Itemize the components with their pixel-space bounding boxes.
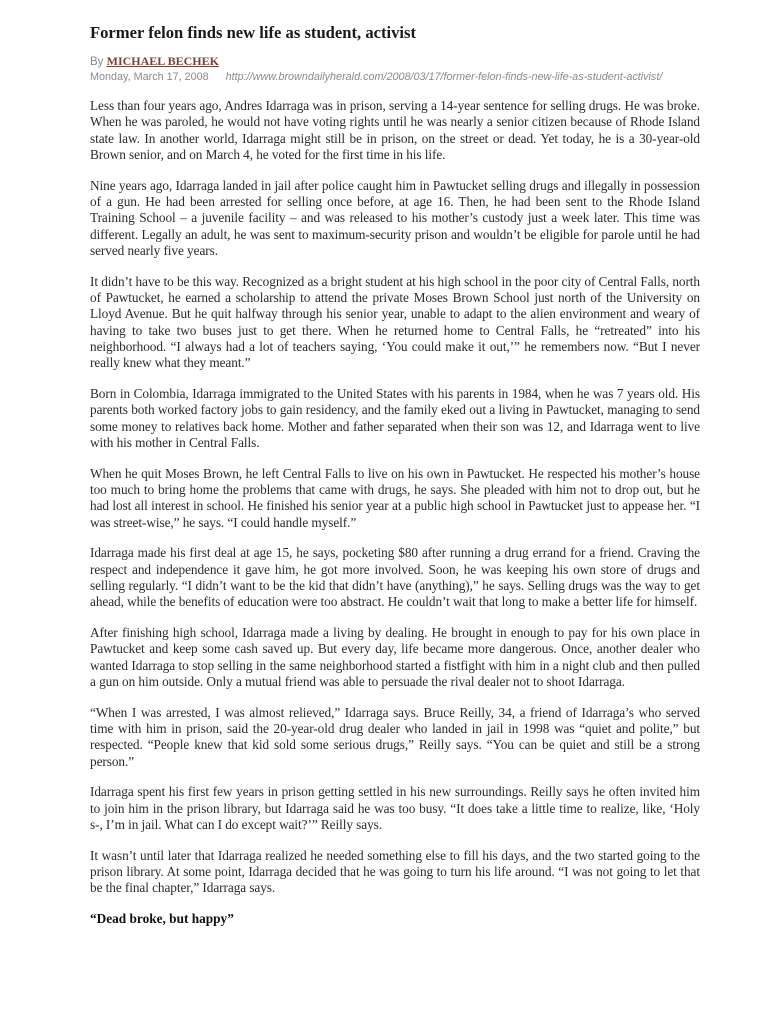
article-paragraph: Idarraga spent his first few years in prison getting settled in his new surroundings. Reilly says he often invited him to join him in the prison library, but Idarraga said he was too busy. “It does take a little time to realize, like, ‘Holy s-, I’m in jail. What can I do except wait?’” Reilly says. <box>90 784 700 832</box>
article-paragraph: Born in Colombia, Idarraga immigrated to the United States with his parents in 1984, when he was 7 years old. His parents both worked factory jobs to gain residency, and the family eked out a living in Pawtucket, managing to send some money to relatives back home. Mother and father separated when their son was 12, and Idarraga went to live with his mother in Central Falls. <box>90 385 700 450</box>
source-url: http://www.browndailyherald.com/2008/03/17/former-felon-finds-new-life-as-student-activist/ <box>225 71 663 83</box>
section-subheading: “Dead broke, but happy” <box>90 911 234 927</box>
article-paragraph: Idarraga made his first deal at age 15, he says, pocketing $80 after running a drug errand for a friend. Craving the respect and independence it gave him, he got more involved. Soon, he was keeping his own store of drugs and selling regularly. “I didn’t want to be the kid that didn’t have (anything),” he says. Selling drugs was the way to get ahead, while the benefits of education were too abstract. He couldn’t wait that long to make a better life for himself. <box>90 545 700 610</box>
article-paragraph: After finishing high school, Idarraga made a living by dealing. He brought in enough to pay for his own place in Pawtucket and keep some cash saved up. But every day, life became more dangerous. Once, another dealer who wanted Idarraga to stop selling in the same neighborhood started a fistfight with him in a night club and then pulled a gun on him outside. Only a mutual friend was able to persuade the rival dealer not to shoot Idarraga. <box>90 625 700 689</box>
dateline <box>90 70 700 84</box>
byline <box>90 54 700 70</box>
author-link[interactable]: MICHAEL BECHEK <box>106 54 219 68</box>
article-paragraph: “When I was arrested, I was almost relieved,” Idarraga says. Bruce Reilly, 34, a friend of Idarraga’s who served time with him in prison, said the 20-year-old drug dealer who landed in jail in 1998 was “quiet and polite,” but respected. “People knew that kid sold some serious drugs,” Reilly says. “You can be quiet and still be a strong person.” <box>90 704 700 769</box>
article-title: Former felon finds new life as student, activist <box>90 23 417 42</box>
publish-date: Monday, March 17, 2008 <box>90 71 209 83</box>
article-paragraph: Nine years ago, Idarraga landed in jail after police caught him in Pawtucket selling drugs and illegally in possession of a gun. He had been arrested for selling once before, at age 16. Then, he had been sent to the Rhode Island Training School – a juvenile facility – and was released to his mother’s custody just a week later. This time was different. Legally an adult, he was sent to maximum-security prison and wouldn’t be eligible for parole until he had served nearly five years. <box>90 177 700 258</box>
article-paragraph: It didn’t have to be this way. Recognized as a bright student at his high school in the poor city of Central Falls, north of Pawtucket, he earned a scholarship to attend the private Moses Brown School just north of the University on Lloyd Avenue. But he quit halfway through his senior year, unable to adapt to the alien environment and weary of having to take two buses just to get there. When he returned home to Central Falls, he “retreated” into his neighborhood. “I always had a lot of teachers saying, ‘You could make it out,’” he remembers now. “But I never really knew what they meant.” <box>90 273 700 371</box>
article-page <box>90 22 700 927</box>
byline-prefix: By <box>90 56 104 68</box>
article-paragraph: It wasn’t until later that Idarraga realized he needed something else to fill his days, and the two started going to the prison library. At some point, Idarraga decided that he was going to turn his life around. “I was not going to let that be the final chapter,” Idarraga says. <box>90 847 700 896</box>
article-paragraph: Less than four years ago, Andres Idarraga was in prison, serving a 14-year sentence for selling drugs. He was broke. When he was paroled, he would not have voting rights until he was nearly a senior citizen because of Rhode Island state law. In another world, Idarraga might still be in prison, on the street or dead. Yet today, he is a 30-year-old Brown senior, and on March 4, he voted for the first time in his life. <box>90 98 700 162</box>
article-body <box>90 98 700 927</box>
article-paragraph: When he quit Moses Brown, he left Central Falls to live on his own in Pawtucket. He respected his mother’s house too much to bring home the problems that came with drugs, he says. She pleaded with him not to drop out, but he had lost all interest in school. He finished his senior year at a public high school in Pawtucket just to appease her. “I was street-wise,” he says. “I could handle myself.” <box>90 465 700 530</box>
